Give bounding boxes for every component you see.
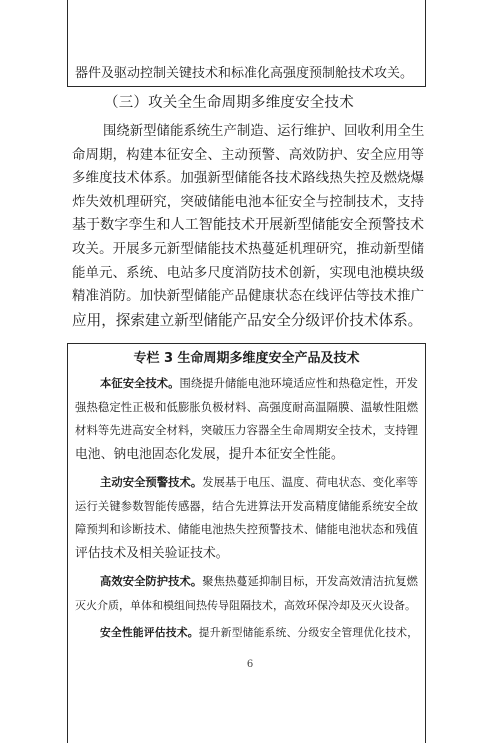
paragraph-line: 应用，探索建立新型储能产品安全分级评价技术体系。 [72, 311, 423, 329]
box-item-term: 安全性能评估技术。 [100, 626, 199, 639]
paragraph-line: 基于数字孪生和人工智能技术开展新型储能安全预警技术 [72, 217, 424, 234]
box-item-line: 运行关键参数智能传感器，结合先进算法开发高精度储能系统安全故 [75, 499, 418, 513]
box-item-line: 安全性能评估技术。提升新型储能系统、分级安全管理优化技术， [100, 626, 418, 639]
page-number: 6 [246, 659, 254, 670]
body-paragraph [72, 120, 424, 332]
box-item-line: 灭火介质，单体和模组间热传导阻隔技术，高效环保冷却及灭火设备。 [75, 598, 416, 612]
box-item-evaluation [75, 621, 418, 645]
column-box [67, 343, 426, 743]
box-item-term: 本征安全技术。 [100, 377, 180, 390]
paragraph-line: 精准消防。加快新型储能产品健康状态在线评估等技术推广 [72, 289, 424, 305]
section-heading: （三）攻关全生命周期多维度安全技术 [104, 95, 354, 111]
box-item-line: 高效安全防护技术。聚焦热蔓延抑制目标，开发高效清洁抗复燃 [100, 575, 418, 588]
paragraph-line: 命周期，构建本征安全、主动预警、高效防护、安全应用等 [72, 147, 424, 163]
box-item-active-warning [75, 471, 418, 565]
column-box-title: 专栏 3 生命周期多维度安全产品及技术 [133, 351, 360, 366]
box-item-line: 本征安全技术。围绕提升储能电池环境适应性和热稳定性，开发 [100, 377, 418, 390]
box-item-line: 材料等先进高安全材料，突破压力容器全生命周期安全技术，支持锂 [75, 424, 418, 438]
paragraph-line: 围绕新型储能系统生产制造、运行维护、回收利用全生 [103, 124, 425, 139]
box-item-line: 评估技术及相关验证技术。 [75, 545, 229, 561]
box-item-line: 电池、钠电池固态化发展，提升本征安全性能。 [75, 446, 344, 462]
top-box-line: 器件及驱动控制关键技术和标准化高强度预制舱技术攻关。 [75, 66, 414, 81]
paragraph-line: 多维度技术体系。加强新型储能各技术路线热失控及燃烧爆 [72, 171, 424, 187]
box-item-line: 障预判和诊断技术、储能电池热失控预警技术、储能电池状态和残值 [75, 523, 418, 537]
box-item-term: 主动安全预警技术。 [100, 476, 203, 489]
top-boxed-text [67, 0, 426, 87]
box-item-intrinsic-safety [75, 372, 418, 466]
box-item-line: 强热稳定性正极和低膨胀负极材料、高强度耐高温隔膜、温敏性阻燃 [75, 400, 418, 414]
box-item-protection [75, 570, 418, 617]
paragraph-line: 能单元、系统、电站多尺度消防技术创新，实现电池模块级 [72, 265, 424, 281]
box-item-line: 主动安全预警技术。发展基于电压、温度、荷电状态、变化率等 [100, 476, 418, 489]
paragraph-line: 攻关。开展多元新型储能技术热蔓延机理研究，推动新型储 [72, 241, 424, 257]
paragraph-line: 炸失效机理研究，突破储能电池本征安全与控制技术，支持 [72, 194, 424, 210]
box-item-term: 高效安全防护技术。 [100, 575, 203, 588]
